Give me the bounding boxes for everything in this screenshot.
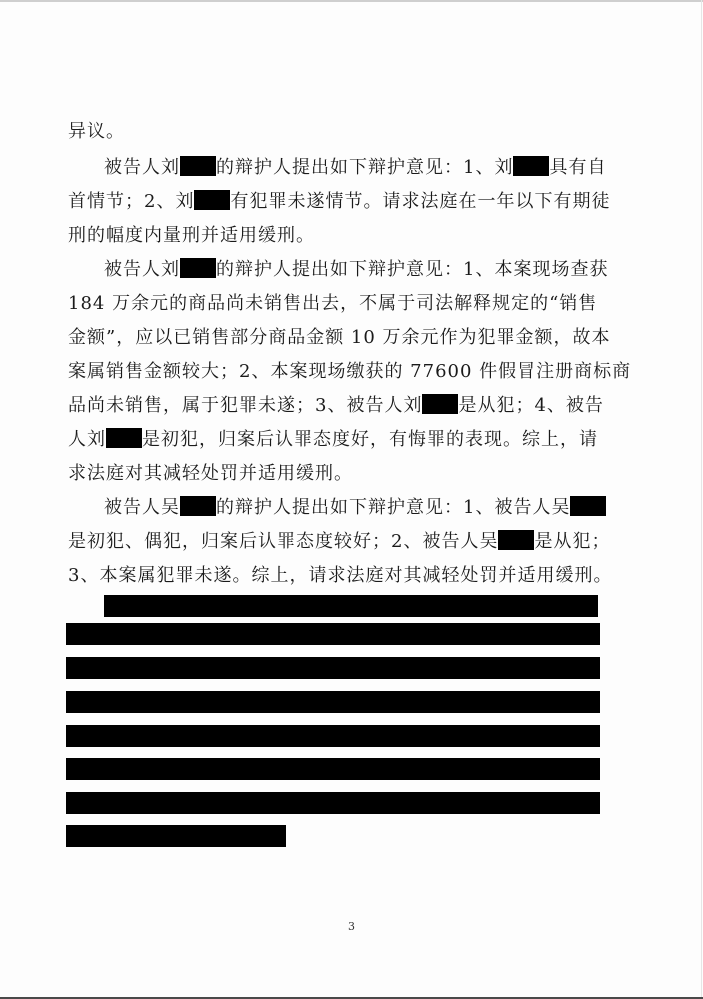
page-number: 3 bbox=[348, 920, 355, 933]
text-line-4: 刑的幅度内量刑并适用缓刑。 bbox=[68, 225, 315, 246]
redaction-box bbox=[106, 428, 142, 448]
text-line-3: 首情节；2、刘 有犯罪未遂情节。请求法庭在一年以下有期徒 bbox=[68, 191, 611, 212]
text-line-2: 被告人刘 的辩护人提出如下辩护意见：1、刘 具有自 bbox=[104, 157, 607, 178]
text-line-12: 被告人吴 的辩护人提出如下辩护意见：1、被告人吴 bbox=[104, 496, 606, 520]
text-line-14: 3、本案属犯罪未遂。综上，请求法庭对其减轻处罚并适用缓刑。 bbox=[68, 565, 613, 586]
redaction-bar bbox=[66, 825, 286, 847]
text-line-5: 被告人刘 的辩护人提出如下辩护意见：1、本案现场查获 bbox=[104, 259, 609, 280]
redaction-box bbox=[180, 156, 216, 176]
redaction-box bbox=[180, 496, 216, 516]
redaction-bar bbox=[104, 595, 598, 617]
redaction-bar bbox=[66, 792, 600, 814]
text-line-6: 184 万余元的商品尚未销售出去，不属于司法解释规定的“销售 bbox=[68, 293, 598, 314]
text-line-11: 求法庭对其减轻处罚并适用缓刑。 bbox=[68, 463, 353, 484]
redaction-bar bbox=[66, 758, 600, 780]
redaction-box bbox=[513, 156, 549, 176]
text-line-13: 是初犯、偶犯，归案后认罪态度较好；2、被告人吴 是从犯； bbox=[68, 531, 611, 552]
text-line-1: 异议。 bbox=[68, 121, 125, 142]
redaction-box bbox=[422, 394, 458, 414]
text-line-10: 人刘 是初犯，归案后认罪态度好，有悔罪的表现。综上，请 bbox=[68, 429, 598, 450]
redaction-box bbox=[194, 190, 230, 210]
text-line-9: 品尚未销售，属于犯罪未遂；3、被告人刘 是从犯；4、被告 bbox=[68, 395, 604, 416]
redaction-box bbox=[180, 258, 216, 278]
redaction-bar bbox=[66, 725, 600, 747]
page-right-edge bbox=[701, 0, 702, 999]
redaction-bar bbox=[66, 691, 600, 713]
page-top-edge bbox=[0, 0, 703, 2]
redaction-box bbox=[498, 530, 534, 550]
text-line-8: 案属销售金额较大；2、本案现场缴获的 77600 件假冒注册商标商 bbox=[68, 361, 632, 382]
redaction-bar bbox=[66, 657, 600, 679]
redaction-box bbox=[570, 496, 606, 516]
redaction-bar bbox=[66, 623, 600, 645]
text-line-7: 金额”，应以已销售部分商品金额 10 万余元作为犯罪金额，故本 bbox=[68, 327, 611, 348]
